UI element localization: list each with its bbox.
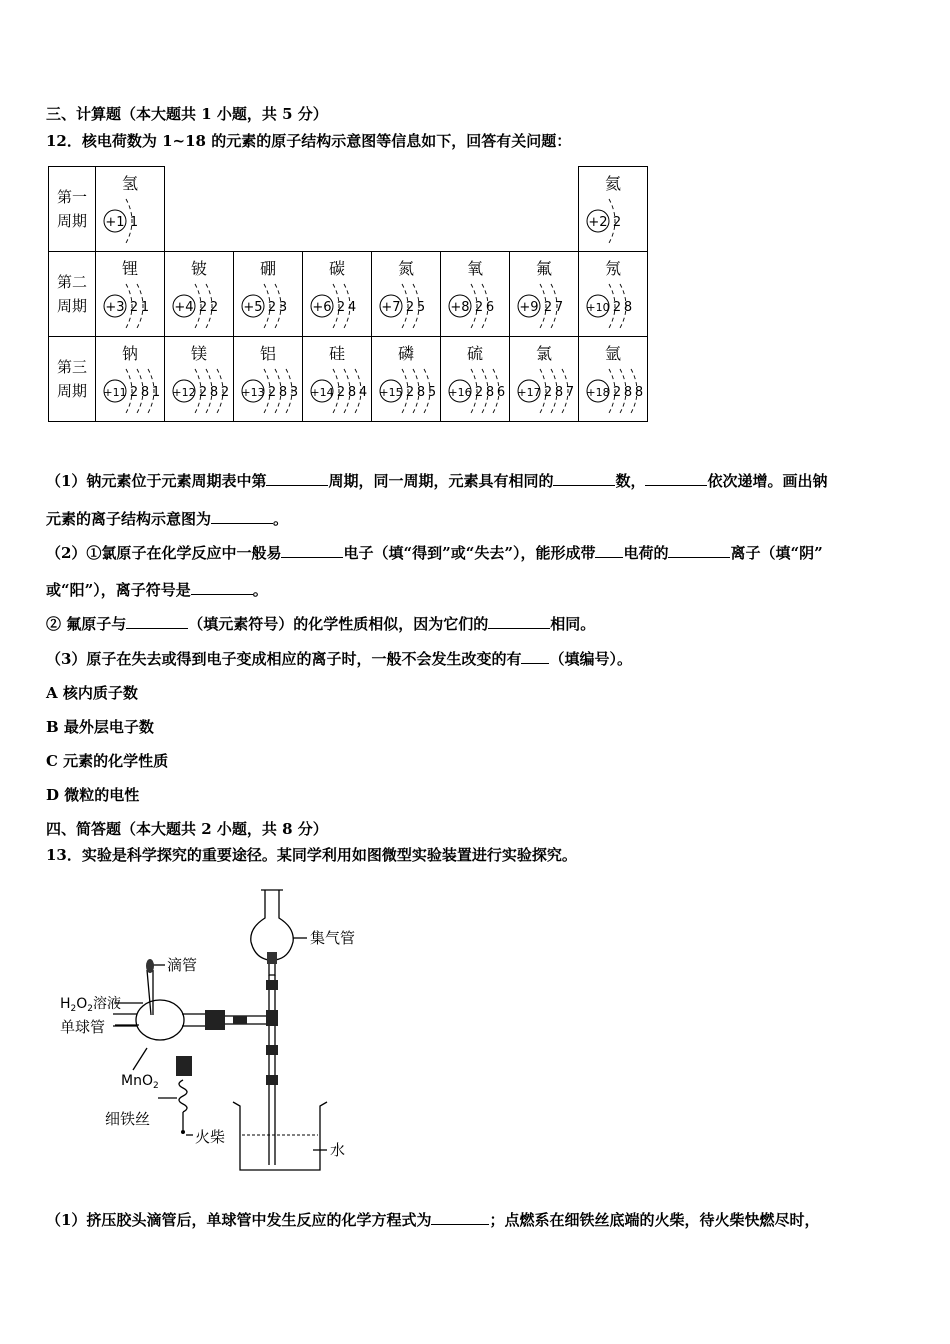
element-cell [303,252,372,337]
shell-electron-count: 1 [140,300,150,315]
nucleus-charge: +17 [517,386,541,399]
nucleus-charge: +14 [310,386,334,399]
shell-electron-count: 2 [267,385,277,400]
element-cell [510,252,579,337]
shell-electron-count: 8 [209,385,219,400]
shell-electron-count: 8 [278,385,288,400]
atom-structure-diagram [376,363,440,419]
shell-electron-count: 2 [474,385,484,400]
blank[interactable] [645,473,707,486]
shell-electron-count: 4 [347,300,357,315]
nucleus-charge: +10 [586,301,610,314]
nucleus-charge: +4 [174,300,194,315]
nucleus-charge: +2 [588,215,608,230]
bulb-tube [136,1000,184,1040]
atom-structure-diagram [100,278,164,334]
element-name: 氦 [604,174,621,193]
element-cell [165,252,234,337]
shell-electron-count: 2 [612,215,622,230]
atom-structure-diagram [583,363,647,419]
blank[interactable] [488,616,550,629]
shell-electron-count: 6 [485,300,495,315]
shell-electron-count: 2 [543,300,553,315]
blank[interactable] [553,473,615,486]
match-head [181,1130,185,1134]
shell-electron-count: 8 [634,385,644,400]
question-13-stem: 13．实验是科学探究的重要途径。某同学利用如图微型实验装置进行实验探究。 [46,846,577,864]
nucleus-charge: +18 [586,386,610,399]
element-name: 硅 [328,344,345,363]
shell-electron-count: 4 [358,385,368,400]
q12-part2-line1: （2）①氯原子在化学反应中一般易 电子（填“得到”或“失去”），能形成带 电荷的 离子（填“阴” [46,544,823,562]
nucleus-charge: +6 [312,300,332,315]
shell-electron-count: 2 [129,385,139,400]
period-2-label: 第二 周期 [49,252,96,337]
atom-structure-diagram [583,193,647,249]
element-cell [579,167,648,252]
element-name: 硼 [259,259,276,278]
shell-electron-count: 2 [543,385,553,400]
shell-electron-count: 8 [623,385,633,400]
shell-electron-count: 2 [336,300,346,315]
dropper-stem [147,970,151,1015]
atom-structure-diagram [238,278,302,334]
label-h2o2: $H_2O_2$溶液 [60,996,122,1014]
atom-structure-diagram [307,363,371,419]
shell-electron-count: 2 [405,300,415,315]
element-cell [303,337,372,422]
shell-electron-count: 2 [474,300,484,315]
label-water: 水 [330,1141,346,1159]
option-b: B 最外层电子数 [46,718,154,736]
nucleus-charge: +7 [381,300,401,315]
shell-electron-count: 1 [151,385,161,400]
shell-electron-count: 2 [220,385,230,400]
section-3-title: 三、计算题（本大题共 1 小题，共 5 分） [46,105,328,123]
element-cell [372,252,441,337]
shell-electron-count: 2 [198,300,208,315]
label-match: 火柴 [195,1128,226,1146]
element-cell [579,337,648,422]
shell-electron-count: 7 [554,300,564,315]
element-name: 磷 [397,344,414,363]
label-iron-wire: 细铁丝 [105,1110,151,1128]
element-name: 氖 [604,259,621,278]
shell-electron-count: 8 [623,300,633,315]
label-bulb-tube: 单球管 [60,1018,106,1036]
shell-electron-count: 3 [278,300,288,315]
element-cell [510,337,579,422]
element-cell [372,337,441,422]
atom-structure-diagram [169,278,233,334]
nucleus-charge: +9 [519,300,539,315]
blank[interactable] [521,651,549,664]
blank[interactable] [668,545,730,558]
shell-electron-count: 8 [416,385,426,400]
shell-electron-count: 2 [129,300,139,315]
element-cell [96,337,165,422]
q12-part2-line3: ② 氟原子与 （填元素符号）的化学性质相似，因为它们的 相同。 [46,615,596,633]
atom-structure-diagram [583,278,647,334]
element-name: 钠 [121,344,138,363]
element-cell [234,252,303,337]
element-cell [96,252,165,337]
shell-electron-count: 7 [565,385,575,400]
atom-structure-diagram [514,278,578,334]
element-cell [441,252,510,337]
section-4-title: 四、简答题（本大题共 2 小题，共 8 分） [46,820,328,838]
atom-structure-diagram [445,363,509,419]
question-12-stem: 12．核电荷数为 1~18 的元素的原子结构示意图等信息如下，回答有关问题： [46,132,572,150]
shell-electron-count: 2 [405,385,415,400]
q12-part2-line2: 或“阳”），离子符号是 。 [46,581,268,599]
shell-electron-count: 3 [289,385,299,400]
shell-electron-count: 8 [485,385,495,400]
option-c: C 元素的化学性质 [46,752,169,770]
atom-structure-diagram [100,363,164,419]
nucleus-charge: +16 [448,386,472,399]
atom-structure-diagram [238,363,302,419]
atom-structure-diagram [445,278,509,334]
beaker [233,1102,327,1170]
label-mno2: MnO$_2$ [121,1073,159,1091]
blank[interactable] [281,545,343,558]
element-cell [96,167,165,252]
q12-part3: （3）原子在失去或得到电子变成相应的离子时，一般不会发生改变的有 （填编号）。 [46,650,632,668]
element-cell [165,337,234,422]
shell-electron-count: 8 [554,385,564,400]
element-cell [579,252,648,337]
nucleus-charge: +15 [379,386,403,399]
blank[interactable] [211,511,273,524]
shell-electron-count: 8 [347,385,357,400]
rubber-stopper [205,1010,225,1030]
period-3-label: 第三 周期 [49,337,96,422]
period-1-label: 第一 周期 [49,167,96,252]
label-gas-tube: 集气管 [310,929,356,947]
option-d: D 微粒的电性 [46,786,140,804]
element-name: 氢 [121,174,138,193]
shell-electron-count: 8 [140,385,150,400]
shell-electron-count: 2 [612,385,622,400]
nucleus-charge: +3 [105,300,125,315]
element-name: 氧 [466,259,483,278]
element-cell [441,337,510,422]
nucleus-charge: +1 [105,215,125,230]
blank[interactable] [266,473,328,486]
shell-electron-count: 5 [427,385,437,400]
atom-structure-diagram [100,193,164,249]
periodic-table [48,166,648,422]
element-name: 氩 [604,344,621,363]
option-a: A 核内质子数 [46,684,138,702]
q13-part1: （1）挤压胶头滴管后，单球管中发生反应的化学方程式为 ；点燃系在细铁丝底端的火柴，待火柴快燃尽时， [46,1211,820,1229]
element-name: 镁 [190,344,207,363]
lower-stopper [176,1056,192,1076]
blank[interactable] [191,582,253,595]
label-dropper: 滴管 [167,956,198,974]
atom-structure-diagram [169,363,233,419]
blank[interactable] [431,1212,489,1225]
shell-electron-count: 2 [198,385,208,400]
nucleus-charge: +11 [103,386,127,399]
element-name: 氮 [397,259,414,278]
element-cell [234,337,303,422]
shell-electron-count: 5 [416,300,426,315]
element-name: 氯 [535,344,552,363]
nucleus-charge: +12 [172,386,196,399]
q12-part1-line1: （1）钠元素位于元素周期表中第 周期，同一周期，元素具有相同的 数， 依次递增。画出钠 [46,472,828,490]
element-name: 碳 [328,259,345,278]
shell-electron-count: 2 [267,300,277,315]
dropper-bulb [146,959,154,973]
shell-electron-count: 2 [612,300,622,315]
q12-part1-line2: 元素的离子结构示意图为 。 [46,510,289,528]
element-name: 氟 [535,259,552,278]
shell-electron-count: 1 [129,215,139,230]
atom-structure-diagram [307,278,371,334]
element-name: 硫 [466,344,483,363]
iron-wire-coil [179,1080,187,1112]
atom-structure-diagram [376,278,440,334]
shell-electron-count: 2 [336,385,346,400]
experiment-apparatus-diagram [55,880,385,1180]
blank[interactable] [126,616,188,629]
element-name: 铍 [190,259,207,278]
element-name: 铝 [259,344,276,363]
nucleus-charge: +8 [450,300,470,315]
blank[interactable] [595,545,623,558]
nucleus-charge: +13 [241,386,265,399]
element-name: 锂 [121,259,138,278]
atom-structure-diagram [514,363,578,419]
shell-electron-count: 2 [209,300,219,315]
shell-electron-count: 6 [496,385,506,400]
nucleus-charge: +5 [243,300,263,315]
